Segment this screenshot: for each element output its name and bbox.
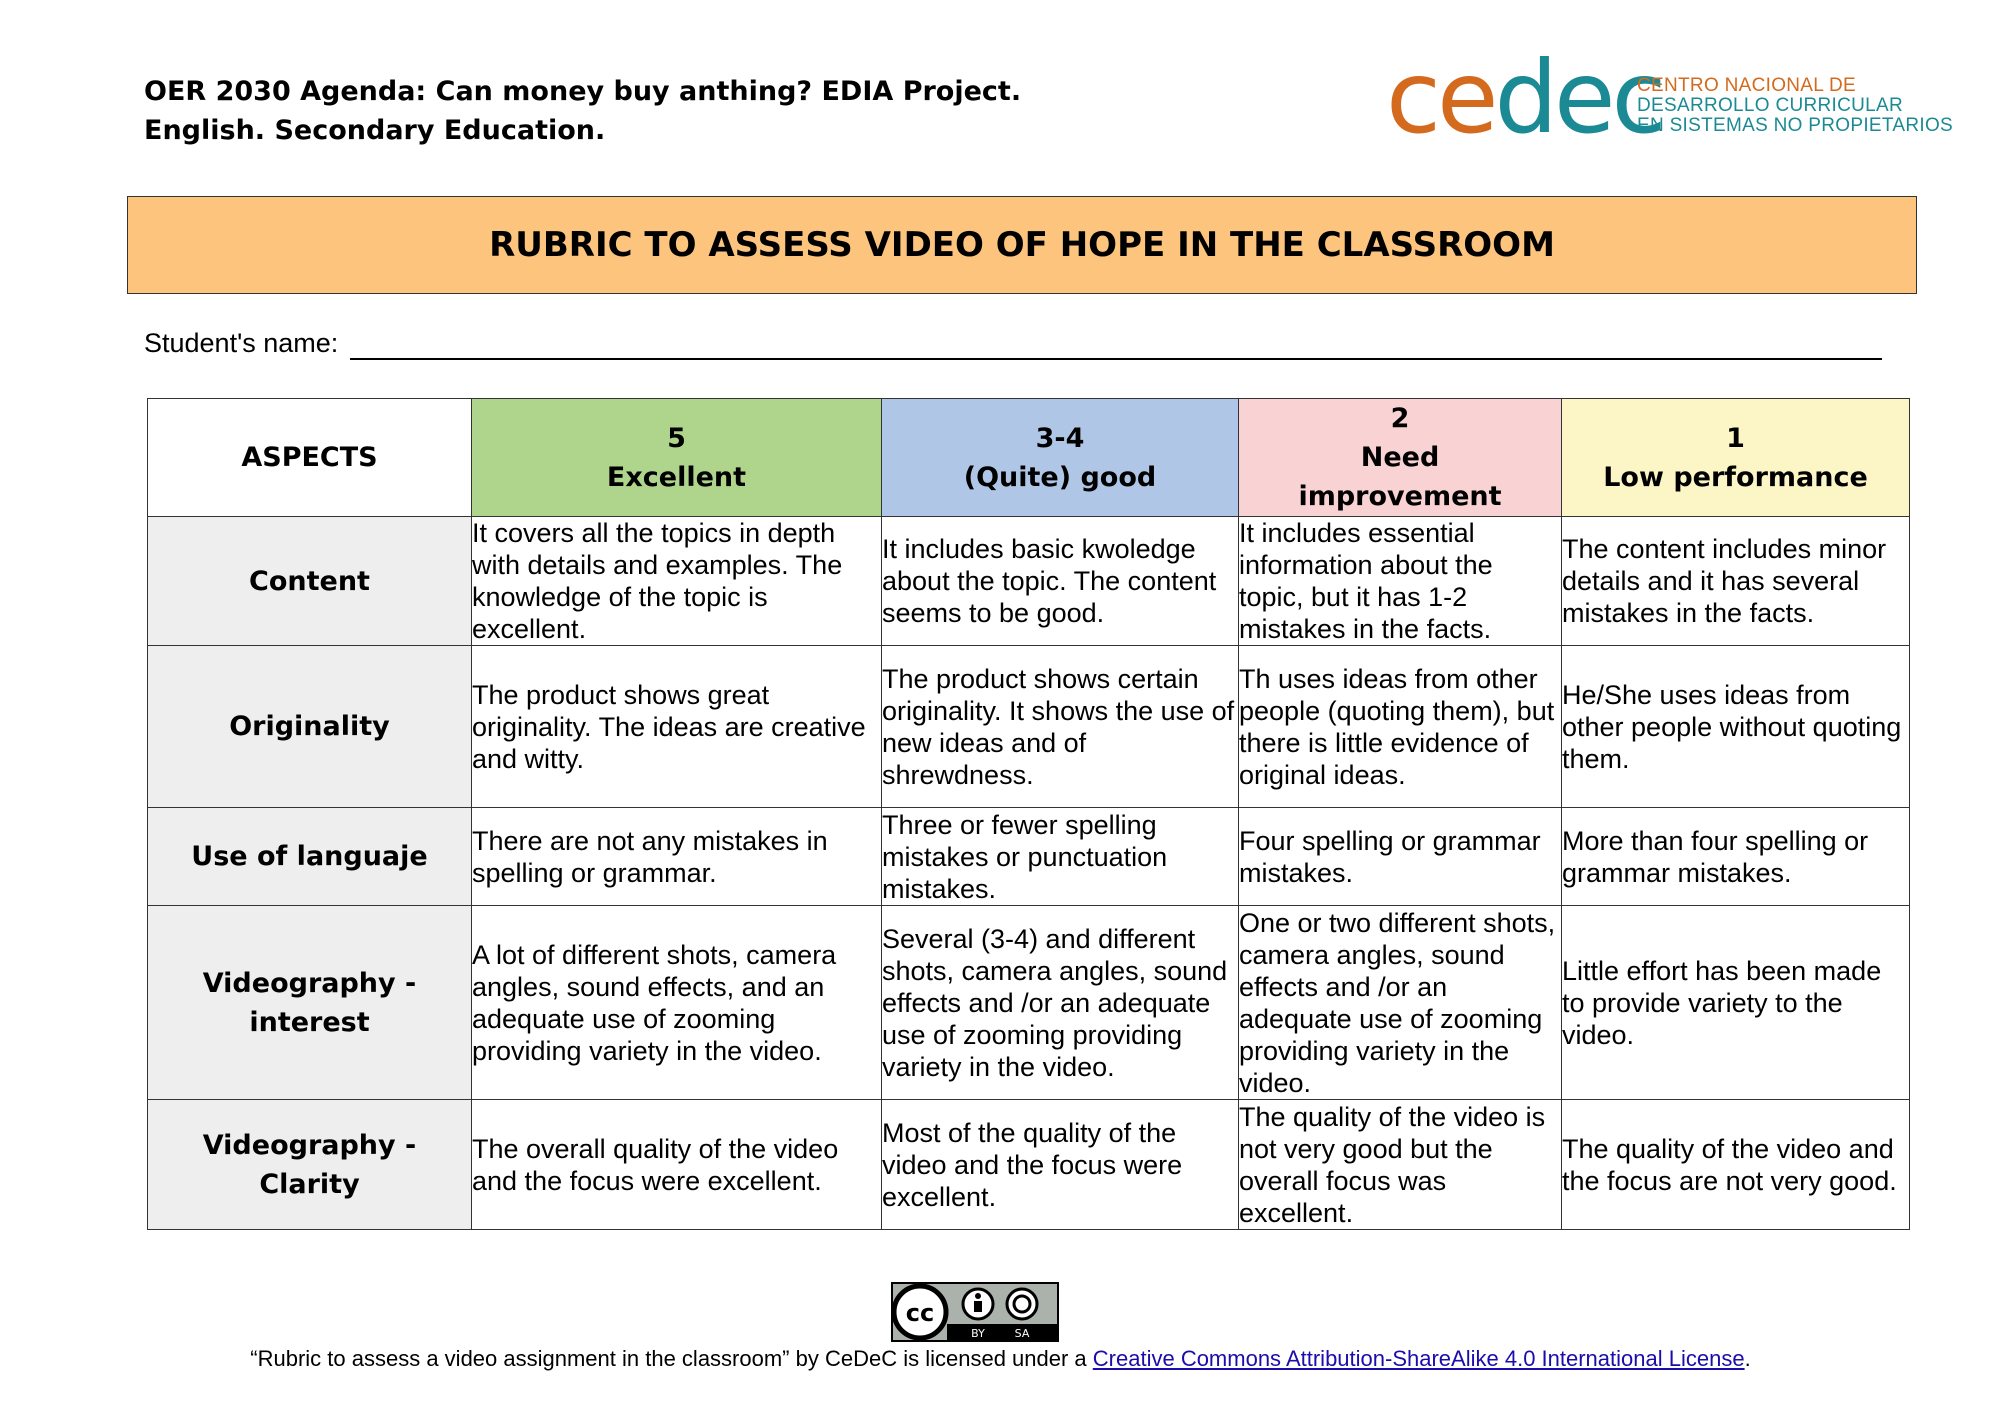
aspect-use-of-language: Use of languaje	[148, 808, 472, 906]
license-text: “Rubric to assess a video assignment in the classroom” by CeDeC is licensed under a	[250, 1346, 1093, 1371]
cedec-logo-word	[1386, 38, 1663, 158]
rubric-cell: There are not any mistakes in spelling or grammar.	[472, 808, 882, 906]
rubric-cell: A lot of different shots, camera angles, sound effects, and an adequate use of zooming providing variety in the video.	[472, 906, 882, 1100]
header-line-1: OER 2030 Agenda: Can money buy anthing? EDIA Project.	[144, 76, 1022, 107]
rubric-cell: It includes essential information about the topic, but it has 1-2 mistakes in the facts.	[1239, 517, 1562, 646]
rubric-cell: Three or fewer spelling mistakes or punctuation mistakes.	[882, 808, 1239, 906]
header-line-2: English. Secondary Education.	[144, 115, 606, 146]
rubric-cell: One or two different shots, camera angles, sound effects and /or an adequate use of zooming providing variety in the video.	[1239, 906, 1562, 1100]
level-header-low-performance	[1562, 399, 1910, 517]
logo-sub-line-3: EN SISTEMAS NO PROPIETARIOS	[1637, 115, 1954, 136]
rubric-cell: It includes basic kwoledge about the topic. The content seems to be good.	[882, 517, 1239, 646]
rubric-title-banner	[127, 196, 1917, 294]
table-row	[148, 808, 1910, 906]
rubric-cell: Little effort has been made to provide variety to the video.	[1562, 906, 1910, 1100]
aspects-header: ASPECTS	[148, 399, 472, 517]
rubric-cell: The content includes minor details and it has several mistakes in the facts.	[1562, 517, 1910, 646]
aspect-videography-clarity: Videography - Clarity	[148, 1100, 472, 1230]
rubric-header-row	[148, 399, 1910, 517]
rubric-title: RUBRIC TO ASSESS VIDEO OF HOPE IN THE CLASSROOM	[489, 225, 1555, 265]
rubric-cell: Four spelling or grammar mistakes.	[1239, 808, 1562, 906]
level-name: Need improvement	[1298, 442, 1502, 512]
logo-word-ce: ce	[1386, 39, 1495, 156]
sa-label: SA	[1014, 1327, 1030, 1340]
by-label: BY	[971, 1327, 985, 1340]
rubric-cell: The overall quality of the video and the focus were excellent.	[472, 1100, 882, 1230]
level-score: 5	[667, 422, 686, 454]
rubric-cell: More than four spelling or grammar mistakes.	[1562, 808, 1910, 906]
table-row	[148, 517, 1910, 646]
cc-icon-label: cc	[905, 1299, 935, 1327]
table-row	[148, 906, 1910, 1100]
level-name: Low performance	[1603, 461, 1868, 493]
level-score: 3-4	[1035, 422, 1085, 454]
rubric-cell: Th uses ideas from other people (quoting them), but there is little evidence of original ideas.	[1239, 646, 1562, 808]
level-name: Excellent	[606, 461, 747, 493]
license-link[interactable]: Creative Commons Attribution-ShareAlike 4.0 International License	[1092, 1346, 1745, 1371]
rubric-cell: The quality of the video and the focus are not very good.	[1562, 1100, 1910, 1230]
logo-sub-line-2: DESARROLLO CURRICULAR	[1637, 95, 1904, 116]
license-end: .	[1744, 1346, 1751, 1371]
table-row	[148, 1100, 1910, 1230]
rubric-cell: He/She uses ideas from other people without quoting them.	[1562, 646, 1910, 808]
level-header-excellent	[472, 399, 882, 517]
rubric-cell: Most of the quality of the video and the focus were excellent.	[882, 1100, 1239, 1230]
rubric-cell: The product shows certain originality. It shows the use of new ideas and of shrewdness.	[882, 646, 1239, 808]
level-name: (Quite) good	[963, 461, 1157, 493]
sa-icon	[1007, 1289, 1037, 1319]
rubric-cell: The product shows great originality. The ideas are creative and witty.	[472, 646, 882, 808]
rubric-table	[147, 398, 1910, 1230]
cedec-logo-subtitle	[1637, 76, 1967, 136]
aspect-content: Content	[148, 517, 472, 646]
student-name-label: Student's name:	[144, 328, 339, 358]
logo-word-dec: dec	[1494, 39, 1663, 156]
document-header	[144, 72, 1021, 150]
rubric-cell: It covers all the topics in depth with details and examples. The knowledge of the topic is excellent.	[472, 517, 882, 646]
license-notice	[0, 1346, 2001, 1372]
cc-by-sa-badge	[891, 1282, 1059, 1342]
student-name-field[interactable]	[350, 358, 1882, 360]
rubric-cell: The quality of the video is not very good but the overall focus was excellent.	[1239, 1100, 1562, 1230]
level-header-good	[882, 399, 1239, 517]
aspect-originality: Originality	[148, 646, 472, 808]
aspect-videography-interest: Videography - interest	[148, 906, 472, 1100]
logo-sub-line-1: CENTRO NACIONAL DE	[1637, 75, 1857, 96]
rubric-cell: Several (3-4) and different shots, camera angles, sound effects and /or an adequate use of zooming providing variety in the video.	[882, 906, 1239, 1100]
level-score: 1	[1726, 422, 1745, 454]
level-score: 2	[1390, 403, 1410, 434]
level-header-need-improvement	[1239, 399, 1562, 517]
table-row	[148, 646, 1910, 808]
